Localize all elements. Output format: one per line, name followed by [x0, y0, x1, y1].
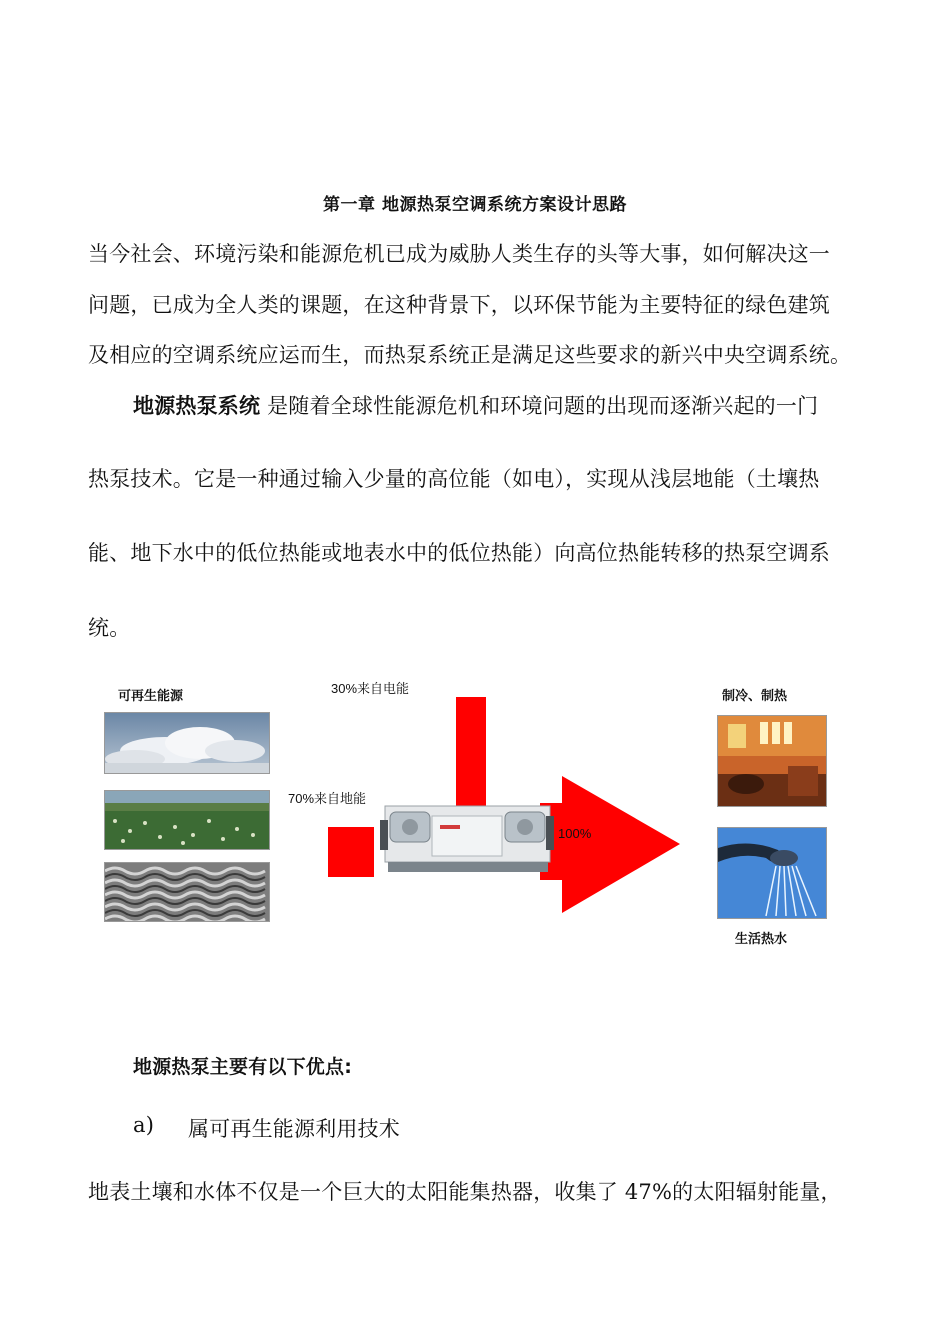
- advantages-heading: 地源热泵主要有以下优点:: [133, 1056, 352, 1078]
- energy-flow-graphic: [320, 670, 690, 960]
- intro-line-2: 问题，已成为全人类的课题，在这种背景下，以环保节能为主要特征的绿色建筑: [88, 293, 830, 317]
- electric-energy-label: 30%来自电能: [331, 681, 410, 696]
- definition-line-3: 能、地下水中的低位热能或地表水中的低位热能）向高位热能转移的热泵空调系: [88, 541, 830, 565]
- renewable-label: 可再生能源: [118, 689, 184, 704]
- heat-pump-unit: [380, 806, 554, 872]
- advantages-body-line: 地表土壤和水体不仅是一个巨大的太阳能集热器，收集了 47%的太阳辐射能量，: [88, 1180, 842, 1204]
- definition-line-2: 热泵技术。它是一种通过输入少量的高位能（如电），实现从浅层地能（土壤热: [88, 467, 820, 491]
- definition-line-4: 统。: [88, 616, 131, 640]
- definition-term: 地源热泵系统: [133, 394, 261, 418]
- advantage-a-marker: a): [133, 1113, 155, 1137]
- chapter-heading: 第一章 地源热泵空调系统方案设计思路: [323, 195, 627, 215]
- warm-room-image: [717, 715, 827, 807]
- output-arrow: [540, 776, 680, 913]
- hot-water-shower-image: [717, 827, 827, 919]
- water-ripple-image: [104, 862, 270, 922]
- output-label: 制冷、制热: [722, 689, 788, 704]
- intro-line-1: 当今社会、环境污染和能源危机已成为威胁人类生存的头等大事，如何解决这一: [88, 242, 830, 266]
- definition-rest: 是随着全球性能源危机和环境问题的出现而逐渐兴起的一门: [260, 394, 819, 418]
- definition-line-1: [133, 390, 818, 420]
- hot-water-label: 生活热水: [735, 932, 788, 947]
- grass-field-image: [104, 790, 270, 850]
- ground-energy-label: 70%来自地能: [288, 791, 367, 806]
- advantage-a-text: 属可再生能源利用技术: [188, 1117, 400, 1141]
- sky-cloud-image: [104, 712, 270, 774]
- heat-pump-diagram: [0, 670, 950, 960]
- intro-line-3: 及相应的空调系统应运而生，而热泵系统正是满足这些要求的新兴中央空调系统。: [88, 343, 852, 367]
- electric-input-bar: [456, 697, 486, 817]
- ground-input-bar: [328, 827, 374, 877]
- total-energy-label: 100%: [558, 826, 592, 841]
